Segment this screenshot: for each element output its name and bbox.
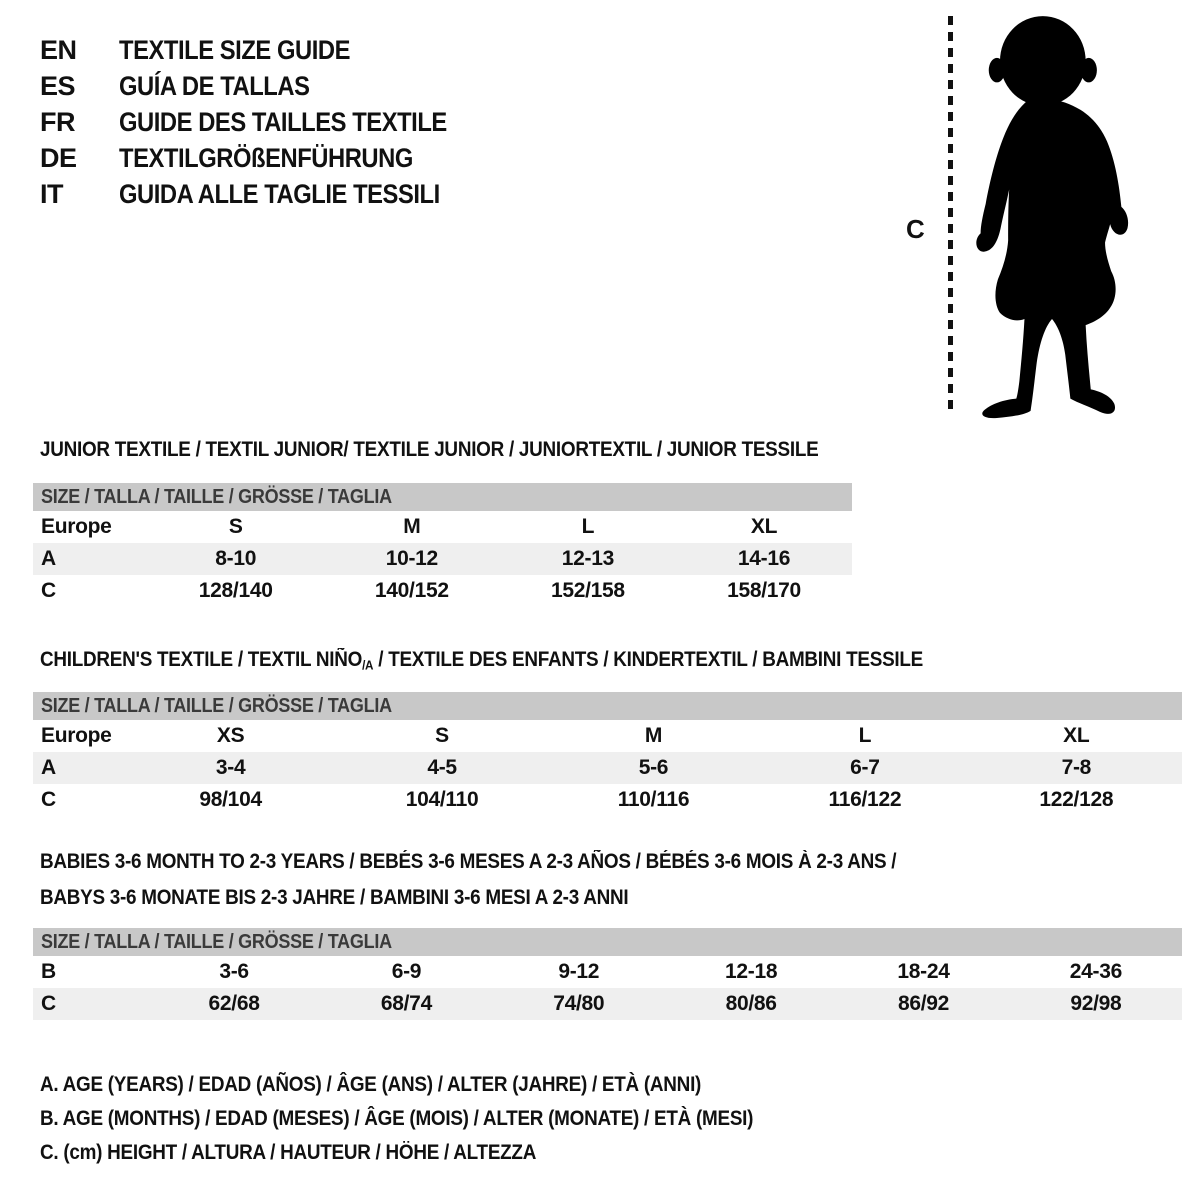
- section-title-children: [40, 642, 1021, 684]
- language-row-fr: [40, 104, 492, 140]
- cell-value: 3-6: [219, 960, 249, 983]
- cell-value: 62/68: [208, 992, 260, 1015]
- table-row-europe: [33, 720, 1182, 752]
- cell-value: 116/122: [828, 788, 902, 811]
- size-header-bar-text: SIZE / TALLA / TAILLE / GRÖSSE / TAGLIA: [41, 931, 392, 953]
- row-label: B: [41, 960, 56, 983]
- cell-value: XL: [1063, 724, 1090, 747]
- cell-value: 12-13: [561, 547, 614, 570]
- cell-value: S: [435, 724, 449, 747]
- cell-value: M: [403, 515, 421, 538]
- babies-size-table: [33, 928, 1182, 1020]
- cell-value: 18-24: [897, 960, 950, 983]
- cell-value: 10-12: [385, 547, 438, 570]
- language-title: GUIDA ALLE TAGLIE TESSILI: [119, 179, 440, 209]
- row-label: C: [41, 788, 56, 811]
- note-line-a: A. AGE (YEARS) / EDAD (AÑOS) / ÂGE (ANS) / ALTER (JAHRE) / ETÀ (ANNI): [40, 1073, 702, 1096]
- cell-value: 80/86: [725, 992, 777, 1015]
- language-header: [40, 32, 492, 212]
- language-code: IT: [40, 179, 63, 209]
- table-row-b: [33, 956, 1182, 988]
- table-row-c: [33, 784, 1182, 816]
- cell-value: 6-9: [391, 960, 422, 983]
- cell-value: 8-10: [215, 547, 257, 570]
- cell-value: M: [644, 724, 663, 747]
- height-dashed-line: [948, 16, 953, 416]
- cell-value: 3-4: [215, 756, 246, 779]
- cell-value: 140/152: [374, 579, 449, 602]
- table-row-c: [33, 988, 1182, 1020]
- table-row-a: [33, 752, 1182, 784]
- table-row-a: [33, 543, 852, 575]
- cell-value: 104/110: [405, 788, 479, 811]
- cell-value: 128/140: [198, 579, 273, 602]
- row-label: Europe: [41, 515, 112, 538]
- cell-value: 5-6: [638, 756, 669, 779]
- size-header-bar: [33, 928, 1182, 956]
- language-row-es: [40, 68, 492, 104]
- language-row-de: [40, 140, 492, 176]
- language-code: ES: [40, 71, 76, 101]
- table-row-europe: [33, 511, 852, 543]
- size-header-bar: [33, 483, 852, 511]
- language-row-it: [40, 176, 492, 212]
- row-label: Europe: [41, 724, 112, 747]
- section-title-junior-text: JUNIOR TEXTILE / TEXTIL JUNIOR/ TEXTILE JUNIOR / JUNIORTEXTIL / JUNIOR TESSILE: [40, 438, 819, 461]
- row-label: A: [41, 547, 56, 570]
- cell-value: XL: [750, 515, 778, 538]
- language-title: TEXTILGRÖßENFÜHRUNG: [119, 143, 413, 173]
- language-code: FR: [40, 107, 75, 137]
- cell-value: L: [858, 724, 872, 747]
- cell-value: 7-8: [1061, 756, 1092, 779]
- note-line-b: B. AGE (MONTHS) / EDAD (MESES) / ÂGE (MOIS) / ALTER (MONATE) / ETÀ (MESI): [40, 1107, 754, 1130]
- size-header-bar: [33, 692, 1182, 720]
- cell-value: 4-5: [427, 756, 457, 779]
- height-measure-label: C: [906, 214, 925, 244]
- language-code: EN: [40, 35, 77, 65]
- row-label: A: [41, 756, 56, 779]
- cell-value: 158/170: [727, 579, 801, 602]
- measure-notes: [40, 1068, 832, 1170]
- size-header-bar-text: SIZE / TALLA / TAILLE / GRÖSSE / TAGLIA: [41, 695, 392, 717]
- cell-value: XS: [216, 724, 245, 747]
- cell-value: 74/80: [553, 992, 605, 1015]
- section-title-babies-line2: BABYS 3-6 MONATE BIS 2-3 JAHRE / BAMBINI 3-6 MESI A 2-3 ANNI: [40, 886, 629, 909]
- section-title-babies-line1: BABIES 3-6 MONTH TO 2-3 YEARS / BEBÉS 3-6 MESES A 2-3 AÑOS / BÉBÉS 3-6 MOIS À 2-3 ANS /: [40, 850, 897, 873]
- section-title-children-text: CHILDREN'S TEXTILE / TEXTIL $NIÑO_{/A}$ / TEXTILE DES ENFANTS / KINDERTEXTIL / BAMBINI TESSILE: [40, 648, 924, 673]
- cell-value: L: [581, 515, 595, 538]
- size-header-bar-text: SIZE / TALLA / TAILLE / GRÖSSE / TAGLIA: [41, 486, 392, 508]
- note-line-c: C. (cm) HEIGHT / ALTURA / HAUTEUR / HÖHE / ALTEZZA: [40, 1141, 537, 1164]
- toddler-silhouette-image: [964, 12, 1140, 420]
- cell-value: 68/74: [380, 992, 432, 1015]
- language-title: GUIDE DES TAILLES TEXTILE: [119, 107, 447, 137]
- cell-value: 110/116: [617, 788, 690, 811]
- cell-value: 9-12: [558, 960, 600, 983]
- cell-value: 86/92: [897, 992, 950, 1015]
- cell-value: 24-36: [1069, 960, 1122, 983]
- cell-value: 12-18: [725, 960, 778, 983]
- row-label: C: [41, 992, 56, 1015]
- language-title: TEXTILE SIZE GUIDE: [119, 35, 351, 65]
- cell-value: 98/104: [199, 788, 262, 811]
- table-row-c: [33, 575, 852, 607]
- cell-value: 14-16: [737, 547, 791, 570]
- cell-value: S: [228, 515, 243, 538]
- cell-value: 6-7: [850, 756, 880, 779]
- junior-size-table: [33, 483, 852, 607]
- section-title-babies: [40, 844, 991, 916]
- language-title: GUÍA DE TALLAS: [119, 71, 310, 101]
- cell-value: 152/158: [550, 579, 625, 602]
- cell-value: 92/98: [1070, 992, 1122, 1015]
- cell-value: 122/128: [1039, 788, 1114, 811]
- section-title-junior: [40, 432, 905, 468]
- row-label: C: [41, 579, 56, 602]
- language-code: DE: [40, 143, 77, 173]
- language-row-en: [40, 32, 492, 68]
- children-size-table: [33, 692, 1182, 816]
